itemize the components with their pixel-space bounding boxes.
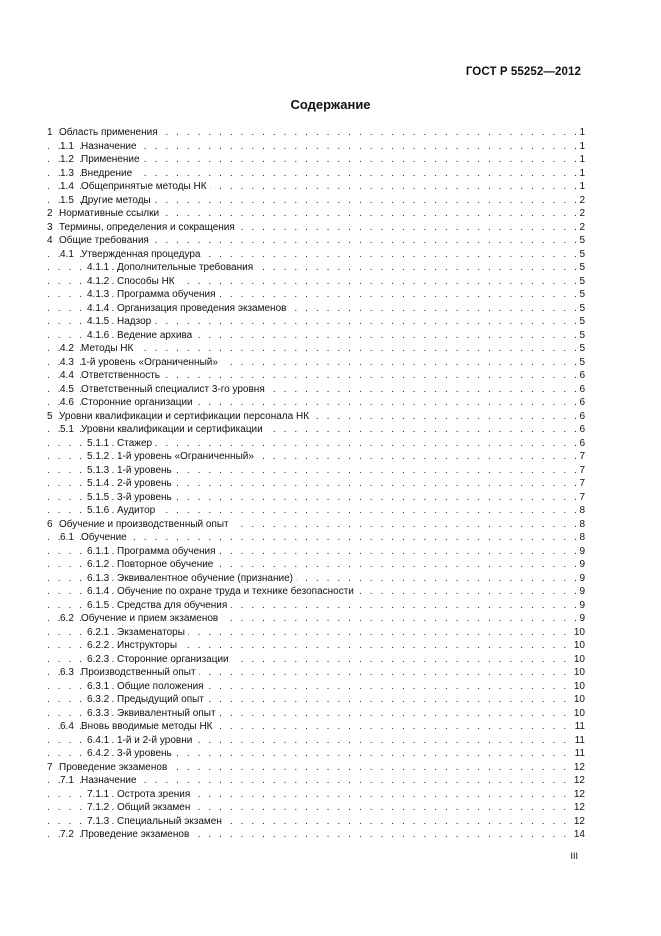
toc-entry-title: 1-й уровень «Ограниченный»: [81, 356, 221, 370]
toc-entry-page: 5: [579, 343, 585, 354]
toc-entry-page: 6: [579, 383, 585, 395]
toc-entry-number: 6.2.1: [87, 626, 112, 640]
toc-entry-title: Другие методы: [81, 194, 154, 208]
toc-entry-number: 6: [47, 518, 56, 532]
toc-entry-number: 5.1.4: [87, 477, 112, 491]
toc-title: Содержание: [290, 97, 371, 112]
table-of-contents: [47, 126, 585, 842]
toc-entry-title: 3-й уровень: [117, 491, 175, 505]
toc-entry-title: Применение: [81, 153, 143, 167]
toc-entry-page: 8: [579, 505, 585, 516]
toc-entry[interactable]: [47, 207, 585, 221]
toc-entry[interactable]: [47, 248, 585, 262]
toc-entry-title: Программа обучения: [117, 545, 219, 559]
toc-entry-page: 10: [573, 667, 585, 678]
toc-entry[interactable]: [47, 302, 585, 316]
toc-entry-page: 1: [579, 140, 585, 152]
toc-entry-number: 1.2: [60, 153, 77, 167]
toc-entry-page: 6: [579, 397, 585, 408]
toc-entry[interactable]: [47, 788, 585, 802]
toc-entry-number: 6.3.1: [87, 680, 112, 694]
toc-entry-page: 5: [579, 289, 585, 300]
toc-entry-title: Проведение экзаменов: [59, 761, 170, 775]
toc-entry[interactable]: [47, 369, 585, 383]
toc-entry[interactable]: [47, 774, 585, 788]
toc-entry-number: 6.1.5: [87, 599, 112, 613]
toc-entry[interactable]: [47, 761, 585, 775]
toc-entry-page: 7: [579, 464, 585, 476]
toc-entry-page: 1: [579, 181, 585, 192]
toc-entry[interactable]: [47, 194, 585, 208]
toc-entry-page: 10: [573, 640, 585, 651]
toc-entry[interactable]: [47, 423, 585, 437]
toc-entry-page: 5: [579, 235, 585, 246]
toc-entry[interactable]: [47, 585, 585, 599]
toc-entry-page: 9: [579, 545, 585, 557]
toc-entry-number: 4.1.2: [87, 275, 112, 289]
toc-entry[interactable]: [47, 666, 585, 680]
toc-entry-number: 1.4: [60, 180, 77, 194]
toc-entry-title: Эквивалентное обучение (признание): [117, 572, 296, 586]
toc-entry[interactable]: [47, 653, 585, 667]
toc-entry-title: Средства для обучения: [117, 599, 230, 613]
toc-entry-number: 5.1: [60, 423, 77, 437]
toc-entry-number: 6.1.2: [87, 558, 112, 572]
toc-entry-number: 5.1.6: [87, 504, 112, 518]
toc-entry-number: 5.1.3: [87, 464, 112, 478]
toc-entry-number: 7.2: [60, 828, 77, 842]
toc-entry-title: Обучение по охране труда и технике безопасности: [117, 585, 357, 599]
toc-entry-number: 7.1.3: [87, 815, 112, 829]
toc-entry-title: Обучение: [81, 531, 130, 545]
toc-entry[interactable]: [47, 396, 585, 410]
toc-entry-page: 5: [579, 302, 585, 314]
toc-entry-title: Методы НК: [81, 342, 136, 356]
toc-entry-page: 10: [573, 707, 585, 719]
toc-entry-title: Ответственный специалист 3-го уровня: [81, 383, 268, 397]
toc-entry[interactable]: [47, 140, 585, 154]
toc-entry-title: Ведение архива: [117, 329, 195, 343]
toc-entry[interactable]: [47, 410, 585, 424]
toc-entry[interactable]: [47, 572, 585, 586]
toc-entry-number: 5.1.1: [87, 437, 112, 451]
toc-entry-page: 5: [579, 356, 585, 368]
toc-entry[interactable]: [47, 234, 585, 248]
toc-entry-title: Инструкторы: [117, 639, 180, 653]
toc-entry-number: 5.1.5: [87, 491, 112, 505]
toc-entry-number: 6.2.2: [87, 639, 112, 653]
toc-entry-number: 4.6: [60, 396, 77, 410]
toc-entry-number: 4.3: [60, 356, 77, 370]
toc-entry[interactable]: [47, 383, 585, 397]
toc-entry[interactable]: [47, 153, 585, 167]
toc-entry-title: Сторонние организации: [117, 653, 232, 667]
toc-entry[interactable]: [47, 815, 585, 829]
toc-entry-page: 9: [579, 559, 585, 570]
toc-entry-page: 10: [573, 626, 585, 638]
page-number: III: [570, 851, 578, 861]
toc-entry-number: 6.3.3: [87, 707, 112, 721]
toc-entry-page: 10: [573, 694, 585, 705]
toc-entry-number: 7.1: [60, 774, 77, 788]
toc-entry-number: 4.5: [60, 383, 77, 397]
toc-entry-title: Проведение экзаменов: [81, 828, 192, 842]
toc-entry-page: 1: [579, 154, 585, 165]
toc-entry-title: Программа обучения: [117, 288, 219, 302]
toc-entry-number: 3: [47, 221, 56, 235]
toc-entry-page: 8: [579, 518, 585, 530]
toc-entry-title: Вновь вводимые методы НК: [81, 720, 216, 734]
toc-entry[interactable]: [47, 801, 585, 815]
toc-entry-page: 6: [579, 410, 585, 422]
toc-entry-number: 1.1: [60, 140, 77, 154]
toc-entry-number: 4.1.5: [87, 315, 112, 329]
toc-entry-page: 9: [579, 572, 585, 584]
toc-entry-page: 2: [579, 208, 585, 219]
toc-entry-number: 4.4: [60, 369, 77, 383]
toc-entry-page: 11: [574, 721, 585, 732]
toc-entry-page: 1: [579, 127, 585, 138]
toc-entry-title: Дополнительные требования: [117, 261, 256, 275]
toc-entry-page: 14: [573, 829, 585, 840]
toc-entry-number: 6.4.2: [87, 747, 112, 761]
toc-entry-number: 5.1.2: [87, 450, 112, 464]
toc-entry-page: 6: [579, 437, 585, 449]
toc-entry-title: Уровни квалификации и сертификации персонала НК: [59, 410, 312, 424]
toc-entry-title: Назначение: [81, 774, 140, 788]
toc-entry-number: 4.1.6: [87, 329, 112, 343]
toc-entry-number: 7.1.1: [87, 788, 112, 802]
toc-entry-title: Аудитор: [117, 504, 158, 518]
toc-entry[interactable]: [47, 275, 585, 289]
toc-entry[interactable]: [47, 167, 585, 181]
toc-entry-title: Общепринятые методы НК: [81, 180, 210, 194]
toc-entry-title: Эквивалентный опыт: [117, 707, 219, 721]
toc-entry-title: Способы НК: [117, 275, 178, 289]
toc-entry-page: 9: [579, 613, 585, 624]
toc-entry[interactable]: [47, 531, 585, 545]
toc-entry-page: 10: [573, 680, 585, 692]
toc-entry-number: 6.2: [60, 612, 77, 626]
toc-entry[interactable]: [47, 558, 585, 572]
toc-entry-title: Назначение: [81, 140, 140, 154]
toc-entry-page: 6: [579, 424, 585, 435]
toc-entry-title: Обучение и производственный опыт: [59, 518, 232, 532]
toc-entry-page: 9: [579, 586, 585, 597]
toc-entry-number: 6.2.3: [87, 653, 112, 667]
toc-entry-page: 7: [579, 478, 585, 489]
toc-entry-number: 1.5: [60, 194, 77, 208]
toc-entry-number: 6.1.3: [87, 572, 112, 586]
toc-entry-page: 7: [579, 491, 585, 503]
toc-entry[interactable]: [47, 545, 585, 559]
toc-entry[interactable]: [47, 599, 585, 613]
toc-entry-number: 4.1.3: [87, 288, 112, 302]
toc-entry[interactable]: [47, 464, 585, 478]
toc-entry-number: 6.3.2: [87, 693, 112, 707]
toc-entry-title: 2-й уровень: [117, 477, 175, 491]
toc-entry-page: 12: [573, 761, 585, 773]
toc-entry-number: 6.3: [60, 666, 77, 680]
toc-entry-title: 1-й уровень: [117, 464, 175, 478]
toc-entry[interactable]: [47, 288, 585, 302]
toc-entry-number: 4.2: [60, 342, 77, 356]
toc-entry[interactable]: [47, 477, 585, 491]
toc-entry-number: 6.1.4: [87, 585, 112, 599]
toc-entry-title: Общий экзамен: [117, 801, 193, 815]
toc-entry-number: 6.1.1: [87, 545, 112, 559]
toc-entry-title: Стажер: [117, 437, 155, 451]
toc-entry-title: Область применения: [59, 126, 161, 140]
toc-entry-title: Внедрение: [81, 167, 135, 181]
toc-entry-title: Уровни квалификации и сертификации: [81, 423, 266, 437]
toc-entry-number: 4.1.1: [87, 261, 112, 275]
toc-entry-title: Предыдущий опыт: [117, 693, 207, 707]
toc-entry-number: 6.4: [60, 720, 77, 734]
toc-entry-number: 4.1: [60, 248, 77, 262]
toc-entry-title: Общие требования: [59, 234, 152, 248]
toc-entry-page: 1: [579, 167, 585, 179]
toc-entry[interactable]: [47, 491, 585, 505]
toc-entry-page: 11: [574, 748, 585, 759]
toc-entry-number: 6.1: [60, 531, 77, 545]
toc-entry-title: Острота зрения: [117, 788, 193, 802]
toc-entry-page: 5: [579, 329, 585, 341]
toc-entry-page: 7: [579, 451, 585, 462]
toc-entry[interactable]: [47, 221, 585, 235]
toc-entry-page: 10: [573, 653, 585, 665]
toc-entry-page: 12: [573, 788, 585, 800]
toc-entry-page: 9: [579, 599, 585, 611]
toc-entry[interactable]: [47, 747, 585, 761]
toc-entry-title: 1-й и 2-й уровни: [117, 734, 195, 748]
toc-entry-title: Экзаменаторы: [117, 626, 188, 640]
toc-entry[interactable]: [47, 315, 585, 329]
toc-entry-page: 5: [579, 248, 585, 260]
toc-entry-number: 6.4.1: [87, 734, 112, 748]
toc-entry-number: 4: [47, 234, 56, 248]
toc-entry[interactable]: [47, 720, 585, 734]
toc-entry-page: 6: [579, 370, 585, 381]
toc-entry-title: Организация проведения экзаменов: [117, 302, 289, 316]
toc-entry-title: Общие положения: [117, 680, 207, 694]
toc-entry-title: 3-й уровень: [117, 747, 175, 761]
toc-entry[interactable]: [47, 680, 585, 694]
toc-entry-page: 5: [579, 262, 585, 273]
toc-entry[interactable]: [47, 356, 585, 370]
toc-entry-page: 12: [573, 815, 585, 827]
toc-entry-title: Утвержденная процедура: [81, 248, 203, 262]
toc-entry-number: 7.1.2: [87, 801, 112, 815]
toc-entry-number: 4.1.4: [87, 302, 112, 316]
toc-entry-title: Повторное обучение: [117, 558, 216, 572]
toc-entry[interactable]: [47, 734, 585, 748]
toc-entry-title: Специальный экзамен: [117, 815, 225, 829]
toc-entry-number: 5: [47, 410, 56, 424]
toc-entry-title: Надзор: [117, 315, 154, 329]
toc-entry[interactable]: [47, 626, 585, 640]
toc-entry-page: 11: [574, 734, 585, 746]
toc-entry-title: 1-й уровень «Ограниченный»: [117, 450, 257, 464]
toc-entry[interactable]: [47, 707, 585, 721]
toc-entry[interactable]: [47, 261, 585, 275]
toc-entry-number: 1.3: [60, 167, 77, 181]
toc-entry-title: Сторонние организации: [81, 396, 196, 410]
toc-entry[interactable]: [47, 180, 585, 194]
toc-entry-title: Ответственность: [81, 369, 163, 383]
toc-entry-page: 2: [579, 221, 585, 233]
toc-entry-page: 8: [579, 532, 585, 543]
toc-entry[interactable]: [47, 450, 585, 464]
toc-entry-title: Обучение и прием экзаменов: [81, 612, 221, 626]
toc-entry[interactable]: [47, 126, 585, 140]
toc-entry-page: 12: [573, 802, 585, 813]
toc-entry[interactable]: [47, 693, 585, 707]
toc-entry-page: 2: [579, 194, 585, 206]
toc-entry-number: 7: [47, 761, 56, 775]
toc-entry-number: 1: [47, 126, 56, 140]
standard-code: ГОСТ Р 55252—2012: [465, 66, 581, 78]
toc-entry-page: 5: [579, 316, 585, 327]
toc-entry-number: 2: [47, 207, 56, 221]
toc-entry[interactable]: [47, 504, 585, 518]
toc-entry[interactable]: [47, 639, 585, 653]
toc-entry[interactable]: [47, 437, 585, 451]
toc-entry[interactable]: [47, 329, 585, 343]
toc-entry-page: 5: [579, 275, 585, 287]
toc-entry[interactable]: [47, 342, 585, 356]
toc-entry-title: Нормативные ссылки: [59, 207, 162, 221]
toc-entry[interactable]: [47, 518, 585, 532]
toc-entry-title: Производственный опыт: [81, 666, 199, 680]
toc-entry-title: Термины, определения и сокращения: [59, 221, 238, 235]
toc-entry[interactable]: [47, 828, 585, 842]
toc-entry-page: 12: [573, 775, 585, 786]
toc-entry[interactable]: [47, 612, 585, 626]
